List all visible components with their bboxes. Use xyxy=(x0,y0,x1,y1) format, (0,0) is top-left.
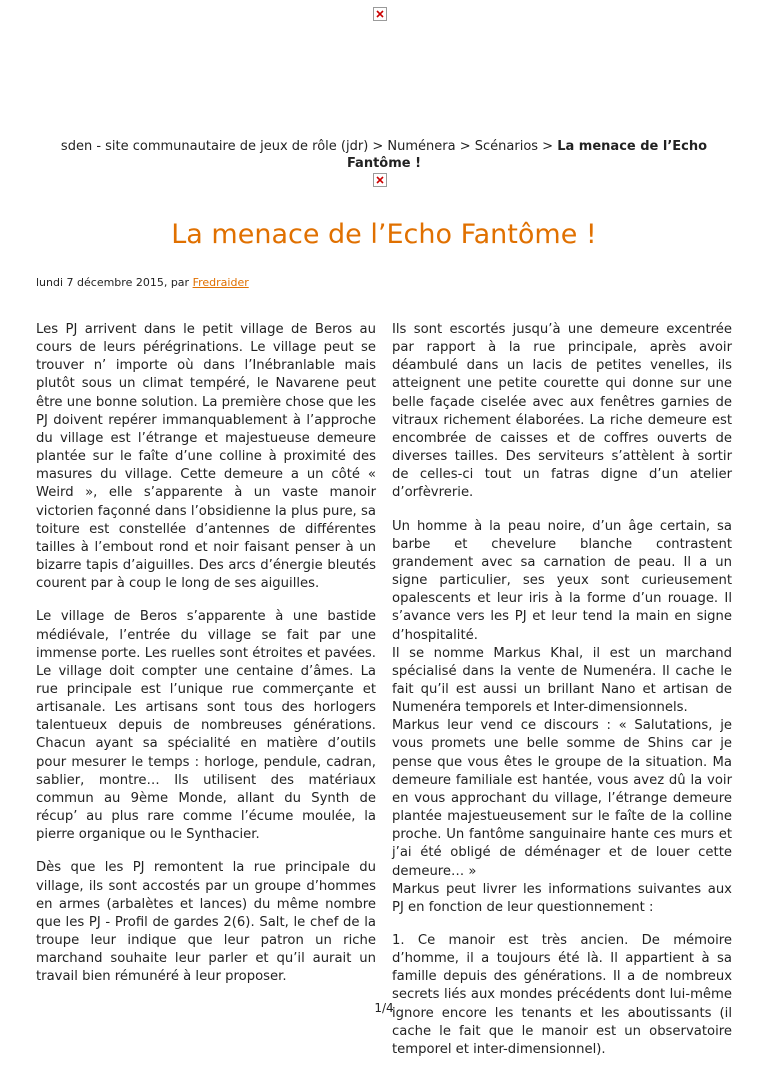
paragraph: Markus leur vend ce discours : « Salutations, je vous promets une belle somme de Shins car je pense que vous êtes le groupe de la situation. Ma demeure familiale est hantée, vous avez dû la voir en vous approchant du village, l’étrange demeure plantée majestueusement sur le faîte de la colline proche. Un fantôme sanguinaire hante ces murs et j’ai été obligé de déménager et de louer cette demeure… » xyxy=(392,718,732,879)
paragraph: Dès que les PJ remontent la rue principale du village, ils sont accostés par un groupe d’hommes en armes (arbalètes et lances) du même nombre que les PJ - Profil de gardes 2(6). Salt, le chef de la troupe leur indique que leur patron un riche marchand souhaite leur parler et qu’il aurait un travail bien rémunéré à leur proposer. xyxy=(36,860,376,985)
breadcrumb xyxy=(40,138,728,172)
paragraph: Il se nomme Markus Khal, il est un marchand spécialisé dans la vente de Numenéra. Il cache le fait qu’il est aussi un brillant Nano et artisan de Numenéra temporels et Inter-dimensionnels. xyxy=(392,645,732,716)
page-title: La menace de l’Echo Fantôme ! xyxy=(171,219,597,250)
paragraph: 1. Ce manoir est très ancien. De mémoire d’homme, il a toujours été là. Il appartient à sa famille depuis des générations. Il a de nombreux secrets liés aux mondes précédents dont lui-même ignore encore les tenants et les aboutissants (il cache le fait que le manoir est un observatoire temporel et inter-dimensionnel). xyxy=(392,933,732,1057)
broken-image-icon xyxy=(373,173,387,187)
byline xyxy=(36,276,249,290)
paragraph: Le village de Beros s’apparente à une bastide médiévale, l’entrée du village se fait par une immense porte. Les ruelles sont étroites et pavées. Le village doit compter une centaine d’âmes. La rue principale est l’unique rue commerçante et artisanale. Les artisans sont tous des horlogers talentueux depuis de nombreuses générations. Chacun ayant sa spécialité en matière d’outils pour mesurer le temps : horloge, pendule, cadran, sablier, montre… Ils utilisent des matériaux commun au 9ème Monde, allant du Synth de récup’ au plus rare comme l’écume moulée, la pierre organique ou le Synthacier. xyxy=(36,609,376,843)
broken-image-icon xyxy=(373,7,387,21)
right-column xyxy=(392,321,732,1074)
paragraph: Markus peut livrer les informations suivantes aux PJ en fonction de leur questionnement : xyxy=(392,881,732,915)
paragraph: Un homme à la peau noire, d’un âge certain, sa barbe et chevelure blanche contrastent grandement avec sa carnation de peau. Il a un signe particulier, ses yeux sont curieusement opalescents et leur iris à la forme d’un rouage. Il s’avance vers les PJ et leur tend la main en signe d’hospitalité. xyxy=(392,518,732,643)
breadcrumb-current: La menace de l’Echo Fantôme ! xyxy=(346,139,708,171)
paragraph: Ils sont escortés jusqu’à une demeure excentrée par rapport à la rue principale, après avoir déambulé dans un lacis de petites venelles, ils atteignent une petite courette qui donne sur une belle façade ciselée avec aux fenêtres garnies de vitraux richement élaborées. La riche demeure est encombrée de caisses et de coffres ouverts de diverses tailles. Des serviteurs s’attèlent à sortir de celles-ci tout un fatras digne d’un atelier d’orfèvrerie. xyxy=(392,322,732,501)
byline-date: lundi 7 décembre 2015, par xyxy=(36,276,193,289)
page-number: 1/4 xyxy=(374,1001,394,1015)
paragraph: Les PJ arrivent dans le petit village de Beros au cours de leurs pérégrinations. Le village peut se trouver n’ importe où dans l’Inébranlable mais plutôt sous un climat tempéré, le Navarene peut être une bonne solution. La première chose que les PJ doivent repérer immanquablement à l’approche du village est l’étrange et majestueuse demeure plantée sur le faîte d’une colline à proximité des masures du village. Cette demeure a un côté « Weird », elle s’apparente à un vaste manoir victorien façonné dans l’obsidienne la plus pure, sa toiture est constellée d’antennes de différentes tailles à l’embout rond et noir faisant penser à un bizarre tapis d’aiguilles. Des arcs d’énergie bleutés courent par à coup le long de ses aiguilles. xyxy=(36,322,376,592)
author-link[interactable]: Fredraider xyxy=(192,276,249,289)
breadcrumb-path[interactable]: sden - site communautaire de jeux de rôle (jdr) > Numénera > Scénarios > xyxy=(60,139,558,154)
left-column xyxy=(36,321,376,1001)
